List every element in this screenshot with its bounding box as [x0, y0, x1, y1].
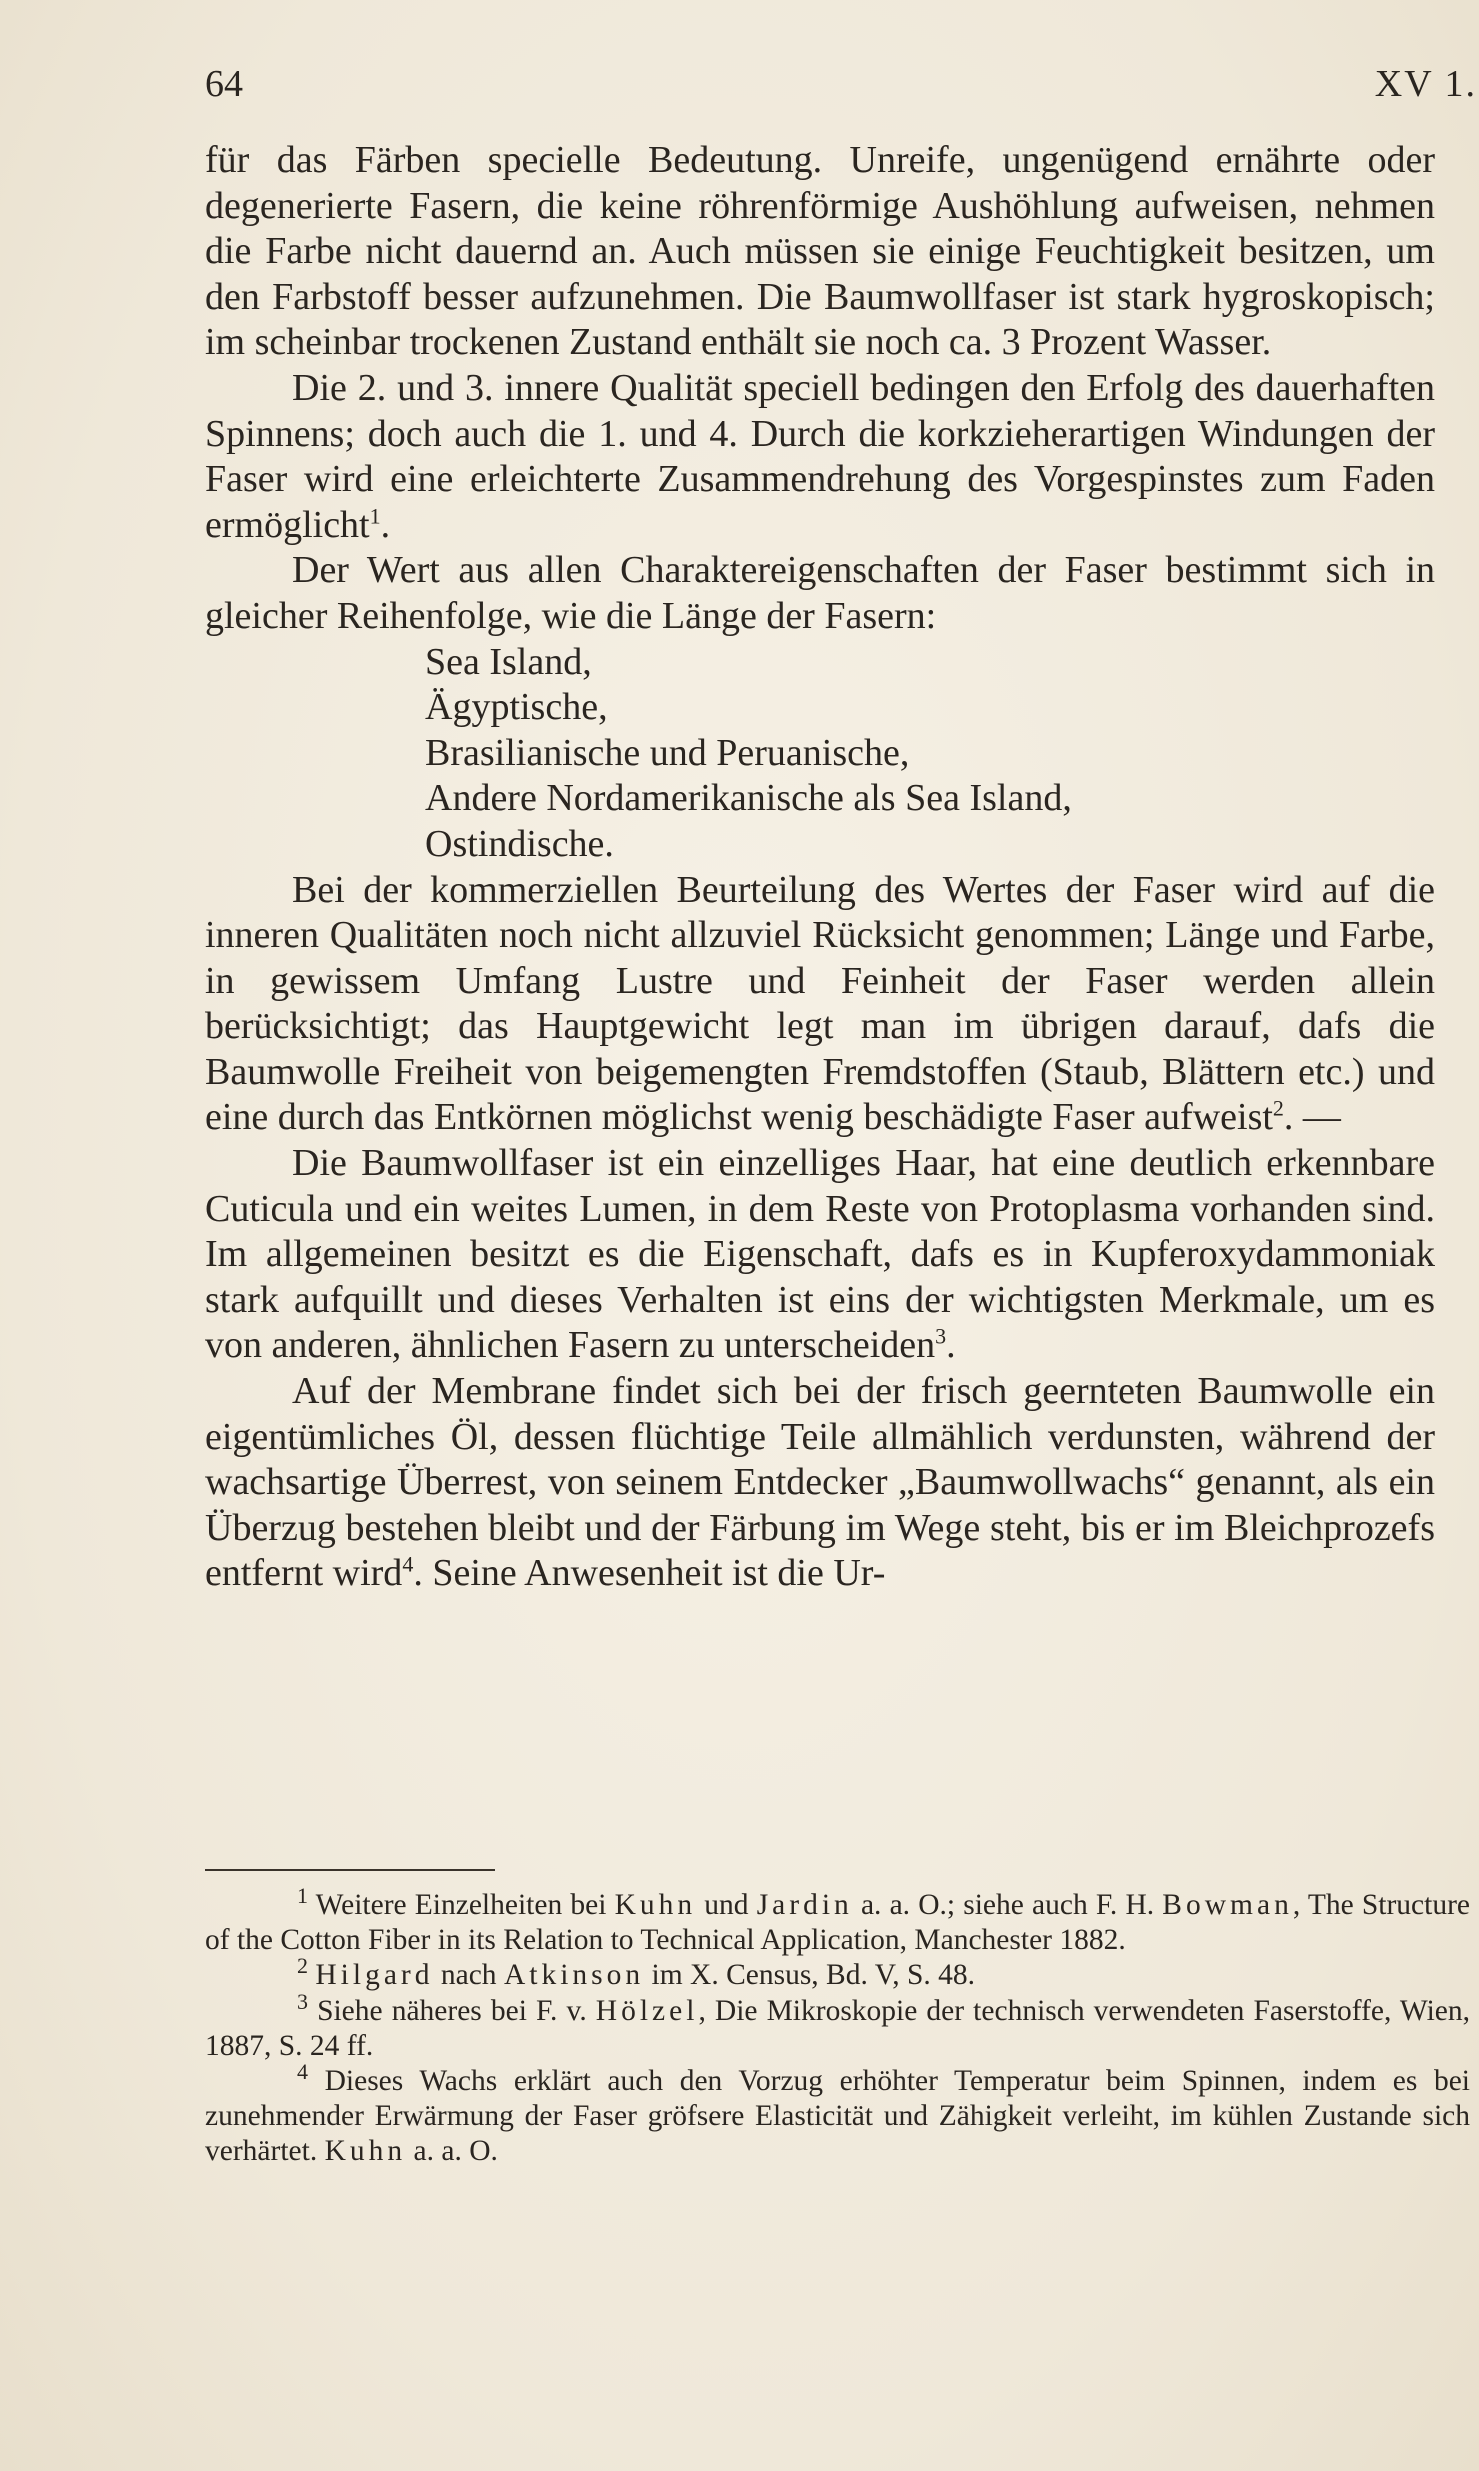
- footnote-divider: [205, 1869, 495, 1871]
- page-number: 64: [205, 63, 243, 105]
- footnote: $^3$ Siehe näheres bei F. v. Hölzel, Die Mikroskopie der technisch verwendeten Faserstoffe, Wien, 1887, S. 24 ff.: [205, 1988, 1470, 2062]
- running-head: XV 1.: [1374, 63, 1477, 105]
- paragraph: Die Baumwollfaser ist ein einzelliges Haar, hat eine deutlich erkennbare Cuticula und ein weites Lumen, in dem Reste von Protoplasma vorhanden sind. Im allgemeinen besitzt es die Eigenschaft, dafs es in Kupferoxydammoniak stark aufquillt und dieses Verhalten ist eins der wichtigsten Merkmale, um es von anderen, ähnlichen Fasern zu unterscheiden$^3$.: [205, 1142, 1435, 1367]
- page-header: [205, 62, 1477, 112]
- list-item: Brasilianische und Peruanische,: [425, 731, 910, 774]
- paragraph: Bei der kommerziellen Beurteilung des Wertes der Faser wird auf die inneren Qualitäten noch nicht allzuviel Rücksicht genommen; Länge und Farbe, in gewissem Umfang Lustre und Feinheit der Faser werden allein berücksichtigt; das Hauptgewicht legt man im übrigen darauf, dafs die Baumwolle Freiheit von beigemengten Fremdstoffen (Staub, Blättern etc.) und eine durch das Entkörnen möglichst wenig beschädigte Faser aufweist$^2$. —: [205, 868, 1435, 1139]
- list-item: Ostindische.: [425, 822, 614, 865]
- paragraph: Die 2. und 3. innere Qualität speciell bedingen den Erfolg des dauerhaften Spinnens; doch auch die 1. und 4. Durch die korkzieherartigen Windungen der Faser wird eine erleichterte Zusammendrehung des Vorgespinstes zum Faden ermöglicht$^1$.: [205, 366, 1435, 546]
- paragraph: Der Wert aus allen Charaktereigenschaften der Faser bestimmt sich in gleicher Reihenfolge, wie die Länge der Fasern:: [205, 549, 1435, 637]
- footnotes: [205, 1883, 1470, 2170]
- list-item: Ägyptische,: [425, 686, 608, 729]
- paragraph: Auf der Membrane findet sich bei der frisch geernteten Baumwolle ein eigentümliches Öl, dessen flüchtige Teile allmählich verdunsten, während der wachsartige Überrest, von seinem Entdecker „Baumwollwachs“ genannt, als ein Überzug bestehen bleibt und der Färbung im Wege steht, bis er im Bleichprozefs entfernt wird$^4$. Seine Anwesenheit ist die Ur-: [205, 1370, 1435, 1595]
- footnote-ref: 3: [935, 1323, 947, 1349]
- footnote-ref: 2: [1272, 1095, 1284, 1121]
- list-item: Andere Nordamerikanische als Sea Island,: [425, 777, 1072, 820]
- cotton-variety-list: [205, 640, 1435, 868]
- footnote-ref: 1: [369, 503, 381, 529]
- footnote: $^4$ Dieses Wachs erklärt auch den Vorzug erhöhter Temperatur beim Spinnen, indem es bei zunehmender Erwärmung der Faser gröfsere Elasticität und Zähigkeit verleiht, im kühlen Zustande sich verhärtet. Kuhn a. a. O.: [205, 2059, 1470, 2168]
- footnote: $^1$ Weitere Einzelheiten bei Kuhn und Jardin a. a. O.; siehe auch F. H. Bowman, The Structure of the Cotton Fiber in its Relation to Technical Application, Manchester 1882.: [205, 1883, 1470, 1957]
- footnote-ref: 4: [402, 1551, 414, 1577]
- paragraph: für das Färben specielle Bedeutung. Unreife, ungenügend ernährte oder degenerierte Fasern, die keine röhrenförmige Aushöhlung aufweisen, nehmen die Farbe nicht dauernd an. Auch müssen sie einige Feuchtigkeit besitzen, um den Farbstoff besser aufzunehmen. Die Baumwollfaser ist stark hygroskopisch; im scheinbar trockenen Zustand enthält sie noch ca. 3 Prozent Wasser.: [205, 139, 1435, 364]
- list-item: Sea Island,: [425, 640, 592, 683]
- body-text: [205, 138, 1435, 1597]
- footnote: $^2$ Hilgard nach Atkinson im X. Census, Bd. V, S. 48.: [297, 1953, 975, 1992]
